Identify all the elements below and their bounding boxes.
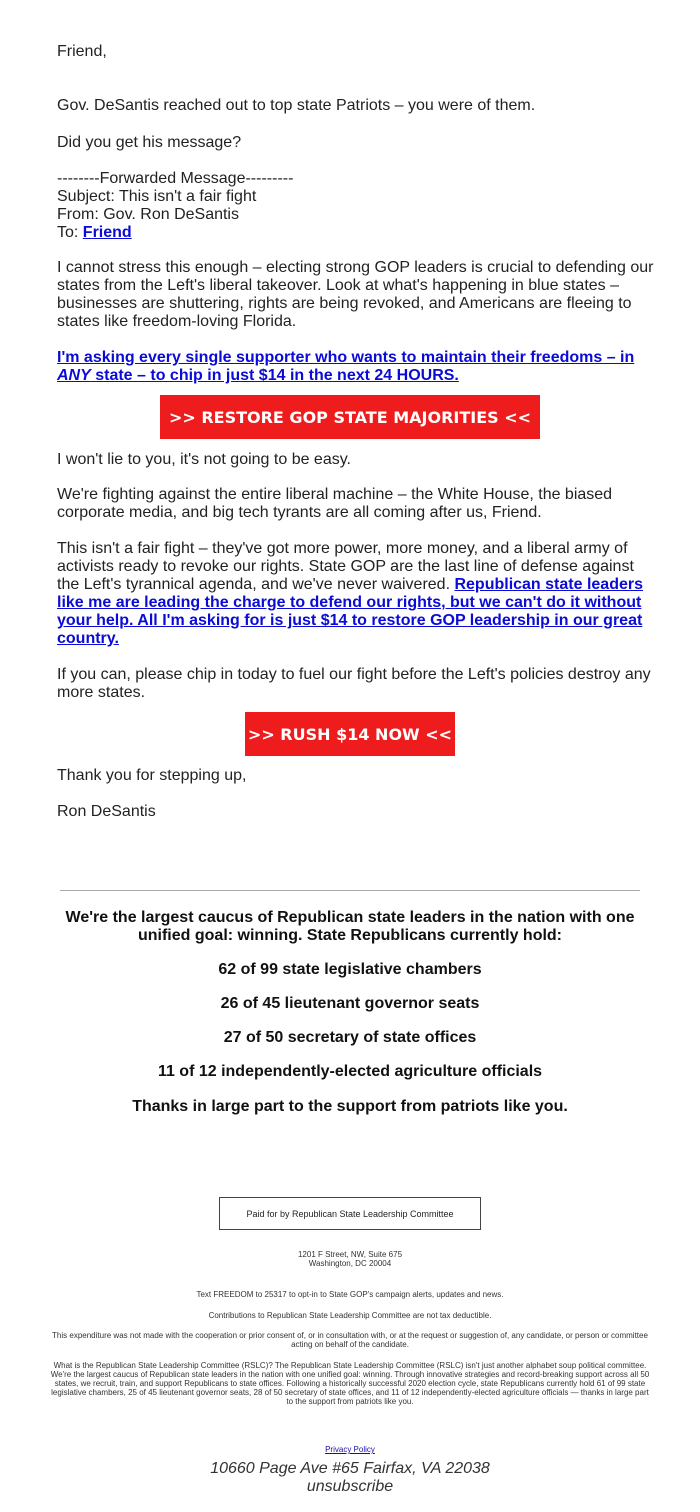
ask-link-emphasis: ANY <box>57 367 91 384</box>
question-text: Did you get his message? <box>57 134 242 151</box>
stats-headline: We're the largest caucus of Republican state leaders in the nation with one unified goal: winning. State Republicans currently hold: <box>65 909 635 944</box>
stats-thanks: Thanks in large part to the support from patriots like you. <box>132 1098 568 1115</box>
unsubscribe-link[interactable]: unsubscribe <box>306 1478 394 1495</box>
paragraph-liberal-machine: We're fighting against the entire liberal machine – the White House, the biased corporate media, and big tech tyrants are all coming after us, Friend. <box>57 486 613 521</box>
paid-for-box <box>219 1197 481 1230</box>
signature: Ron DeSantis <box>57 803 156 820</box>
forwarded-header-block <box>57 170 657 242</box>
fair-fight-text: This isn't a fair fight – they've got more power, more money, and a liberal army of activists ready to revoke our rights. State GOP are the last line of defense against the Left's tyrannical agenda, and we've never waivered. <box>57 540 634 593</box>
paragraph-fair-fight <box>57 540 657 648</box>
ask-link-part1: I'm asking every single supporter who wants to maintain their freedoms – in <box>57 349 635 366</box>
expenditure-disclaimer: This expenditure was not made with the cooperation or prior consent of, or in consultation with, or at the request or suggestion of, any candidate, or person or committee acting on behalf of the candidate. <box>52 1331 648 1349</box>
paragraph-stress: I cannot stress this enough – electing strong GOP leaders is crucial to defending our states from the Left's liberal takeover. Look at what's happening in blue states – businesses are shuttering, rights are being revoked, and Americans are fleeing to states like freedom-loving Florida. <box>57 259 654 330</box>
republican-leaders-link[interactable]: Republican state leaders like me are leading the charge to defend our rights, but we can't do it without your help. All I'm asking for is just $14 to restore GOP leadership in our great country. <box>57 576 643 647</box>
address-line-2: Washington, DC 20004 <box>308 1259 392 1268</box>
rslc-about: What is the Republican State Leadership Committee (RSLC)? The Republican State Leadership Committee (RSLC) isn't just another alphabet soup political committee. We're the largest caucus of Republican state leaders in the nation with one unified goal: winning. Through innovative strategies and record-breaking support across all 50 states, we recruit, train, and support Republicans to state offices. Following a historically successful 2020 election cycle, state Republicans currently hold 61 of 99 state legislative chambers, 25 of 45 lieutenant governor seats, 28 of 50 secretary of state offices, and 11 of 12 independently-elected agriculture officials — thanks in large part to the support from patriots like you. <box>50 1361 650 1406</box>
ask-paragraph <box>57 349 657 385</box>
forwarded-to-label: To: <box>57 224 83 241</box>
ask-link-part2: state – to chip in just $14 in the next 24 HOURS. <box>90 367 459 384</box>
committee-address <box>50 1250 650 1268</box>
restore-gop-button[interactable]: >> RESTORE GOP STATE MAJORITIES << <box>160 395 540 439</box>
paid-for-text: Paid for by Republican State Leadership Committee <box>246 1208 454 1219</box>
forwarded-subject: Subject: This isn't a fair fight <box>57 188 257 205</box>
ask-link[interactable] <box>57 349 634 384</box>
stat-item: 26 of 45 lieutenant governor seats <box>220 995 480 1012</box>
signoff: Thank you for stepping up, <box>57 767 247 784</box>
paragraph-not-easy: I won't lie to you, it's not going to be easy. <box>57 451 351 468</box>
forwarded-title: --------Forwarded Message--------- <box>57 170 294 187</box>
privacy-policy-link[interactable]: Privacy Policy <box>325 1445 375 1454</box>
paragraph-chip-in: If you can, please chip in today to fuel our fight before the Left's policies destroy any more states. <box>57 666 651 701</box>
rush-14-button[interactable]: >> RUSH $14 NOW << <box>245 712 455 756</box>
stat-item: 11 of 12 independently-elected agriculture officials <box>157 1063 543 1080</box>
forwarded-to <box>57 224 657 242</box>
greeting: Friend, <box>57 43 107 60</box>
mailing-address: 10660 Page Ave #65 Fairfax, VA 22038 <box>210 1460 490 1477</box>
tax-disclaimer: Contributions to Republican State Leadership Committee are not tax deductible. <box>208 1311 492 1320</box>
address-line-1: 1201 F Street, NW, Suite 675 <box>297 1250 403 1259</box>
text-optin: Text FREEDOM to 25317 to opt-in to State GOP's campaign alerts, updates and news. <box>196 1290 504 1299</box>
forwarded-from: From: Gov. Ron DeSantis <box>57 206 239 223</box>
stat-item: 27 of 50 secretary of state offices <box>223 1029 477 1046</box>
stat-item: 62 of 99 state legislative chambers <box>218 961 482 978</box>
section-divider <box>60 890 640 891</box>
intro-text: Gov. DeSantis reached out to top state Patriots – you were of them. <box>57 97 536 114</box>
friend-link[interactable]: Friend <box>82 224 132 241</box>
